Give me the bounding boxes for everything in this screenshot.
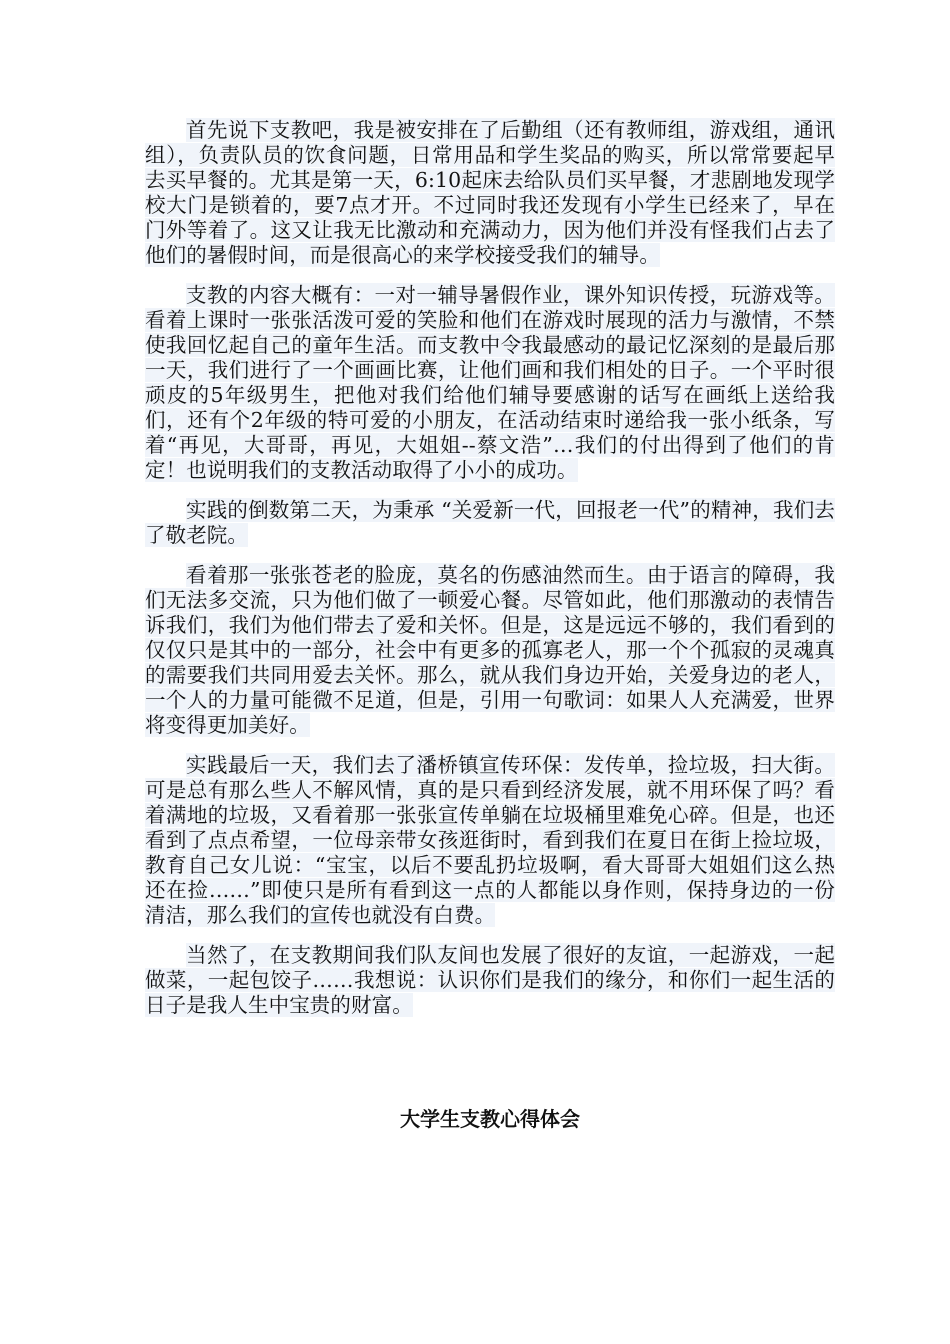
paragraph-1-text: 首先说下支教吧，我是被安排在了后勤组（还有教师组，游戏组，通讯组），负责队员的饮食问题，日常用品和学生奖品的购买，所以常常要起早去买早餐的。尤其是第一天，6:10起床去给队员们买早餐，才悲剧地发现学校大门是锁着的，要7点才开。不过同时我还发现有小学生已经来了，早在门外等着了。这又让我无比激动和充满动力，因为他们并没有怪我们占去了他们的暑假时间，而是很高心的来学校接受我们的辅导。 [145,118,835,267]
paragraph-2 [145,283,835,483]
paragraph-4 [145,563,835,738]
document-body [145,118,835,1033]
paragraph-5 [145,753,835,928]
paragraph-4-text: 看着那一张张苍老的脸庞，莫名的伤感油然而生。由于语言的障碍，我们无法多交流，只为他们做了一顿爱心餐。尽管如此，他们那激动的表情告诉我们，我们为他们带去了爱和关怀。但是，这是远远不够的，我们看到的仅仅只是其中的一部分，社会中有更多的孤寡老人，那一个个孤寂的灵魂真的需要我们共同用爱去关怀。那么，就从我们身边开始，关爱身边的老人，一个人的力量可能微不足道，但是，引用一句歌词：如果人人充满爱，世界将变得更加美好。 [145,563,835,737]
paragraph-6-text: 当然了，在支教期间我们队友间也发展了很好的友谊，一起游戏，一起做菜，一起包饺子……我想说：认识你们是我们的缘分，和你们一起生活的日子是我人生中宝贵的财富。 [145,943,835,1017]
paragraph-1 [145,118,835,268]
paragraph-2-text: 支教的内容大概有：一对一辅导暑假作业，课外知识传授，玩游戏等。看着上课时一张张活泼可爱的笑脸和他们在游戏时展现的活力与激情，不禁使我回忆起自己的童年生活。而支教中令我最感动的最记忆深刻的是最后那一天，我们进行了一个画画比赛，让他们画和我们相处的日子。一个平时很顽皮的5年级男生，把他对我们给他们辅导要感谢的话写在画纸上送给我们，还有个2年级的特可爱的小朋友，在活动结束时递给我一张小纸条，写着“再见，大哥哥，再见，大姐姐--蔡文浩”…我们的付出得到了他们的肯定！也说明我们的支教活动取得了小小的成功。 [145,283,835,482]
paragraph-3-text: 实践的倒数第二天，为秉承 “关爱新一代，回报老一代”的精神，我们去了敬老院。 [145,498,835,547]
paragraph-3 [145,498,835,548]
document-title: 大学生支教心得体会 [400,1107,580,1131]
paragraph-6 [145,943,835,1018]
paragraph-5-text: 实践最后一天，我们去了潘桥镇宣传环保：发传单，捡垃圾，扫大街。可是总有那么些人不解风情，真的是只看到经济发展，就不用环保了吗？看着满地的垃圾，又看着那一张张宣传单躺在垃圾桶里难免心碎。但是，也还看到了点点希望，一位母亲带女孩逛街时，看到我们在夏日在街上捡垃圾，教育自己女儿说：“宝宝，以后不要乱扔垃圾啊，看大哥哥大姐姐们这么热还在捡……”即使只是所有看到这一点的人都能以身作则，保持身边的一份清洁，那么我们的宣传也就没有白费。 [145,753,835,927]
